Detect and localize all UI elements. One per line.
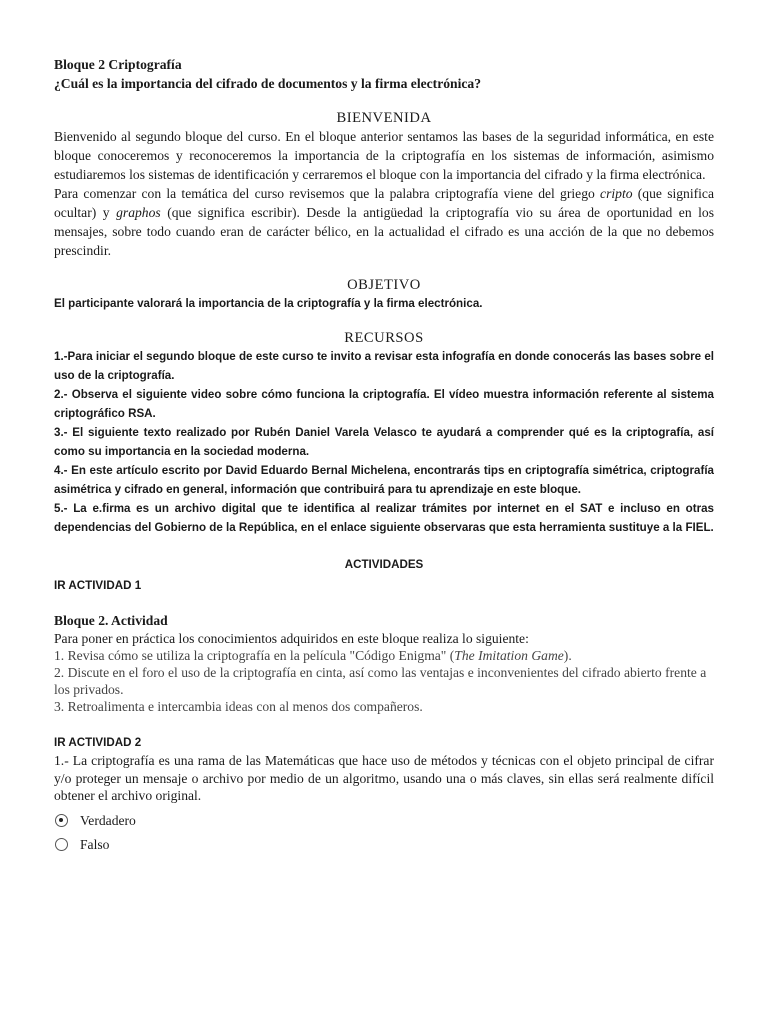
welcome-paragraph-2: Para comenzar con la temática del curso revisemos que la palabra criptografía viene del griego cripto (que significa ocultar) y graphos (que significa escribir). Desde la antigüedad la criptografía vio su área de oportunidad en los mensajes, sobre todo cuando eran de carácter bélico, en la actualidad el cifrado es una acción de la que no debemos prescindir. (54, 186, 715, 258)
resource-item-5[interactable]: 5.- La e.firma es un archivo digital que te identifica al realizar trámites por internet en el SAT e incluso en otras dependencias del Gobierno de la República, en el enlace siguiente observaras que esta herramienta sustituye a la FIEL. (54, 502, 714, 534)
welcome-title: BIENVENIDA (336, 110, 432, 126)
activity-2-link[interactable]: IR ACTIVIDAD 2 (54, 736, 142, 749)
activity-step-2: 2. Discute en el foro el uso de la criptografía en cinta, así como las ventajas e inconvenientes del cifrado abierto frente a los privados. (54, 665, 707, 697)
quiz-question: 1.- La criptografía es una rama de las Matemáticas que hace uso de métodos y técnicas con el objeto principal de cifrar y/o proteger un mensaje o archivo por medio de un algoritmo, usando una o más claves, sin ellas será realmente difícil obtener el archivo original. (54, 753, 714, 803)
activity-step-3: 3. Retroalimenta e intercambia ideas con al menos dos compañeros. (54, 699, 423, 714)
objective-text: El participante valorará la importancia de la criptografía y la firma electrónica. (54, 297, 483, 310)
activity-step-1: 1. Revisa cómo se utiliza la criptografía en la película "Código Enigma" (The Imitation Game). (54, 648, 572, 663)
activity-block-title: Bloque 2. Actividad (54, 613, 168, 628)
resources-title: RECURSOS (344, 330, 424, 346)
option-false-label: Falso (80, 837, 110, 852)
radio-unchecked-icon[interactable] (55, 838, 68, 851)
resource-item-1[interactable]: 1.-Para iniciar el segundo bloque de este curso te invito a revisar esta infografía en donde conocerás las bases sobre el uso de la criptografía. (54, 350, 714, 382)
document-page (54, 55, 714, 857)
resource-item-3[interactable]: 3.- El siguiente texto realizado por Rubén Daniel Varela Velasco te ayudará a comprender qué es la criptografía, así como su importancia en la sociedad moderna. (54, 426, 714, 458)
resource-item-4[interactable]: 4.- En este artículo escrito por David Eduardo Bernal Michelena, encontrarás tips en criptografía simétrica, criptografía asimétrica y cifrado en general, información que contribuirá para tu aprendizaje en este bloque. (54, 464, 714, 496)
block-question: ¿Cuál es la importancia del cifrado de documentos y la firma electrónica? (54, 76, 482, 91)
activity-intro: Para poner en práctica los conocimientos adquiridos en este bloque realiza lo siguiente: (54, 631, 529, 646)
objective-title: OBJETIVO (347, 277, 421, 293)
option-true-row[interactable] (54, 809, 714, 833)
welcome-paragraph-1: Bienvenido al segundo bloque del curso. En el bloque anterior sentamos las bases de la seguridad informática, en este bloque conoceremos y reconoceremos la importancia de la criptografía en los sistemas de información, asimismo estudiaremos los sistemas de identificación y cerraremos el bloque con la importancia del cifrado y la firma electrónica. (54, 129, 714, 182)
block-heading: Bloque 2 Criptografía (54, 57, 182, 72)
resource-item-2[interactable]: 2.- Observa el siguiente video sobre cómo funciona la criptografía. El vídeo muestra información referente al sistema criptográfico RSA. (54, 388, 714, 420)
option-true-label: Verdadero (80, 813, 136, 828)
activity-1-link[interactable]: IR ACTIVIDAD 1 (54, 579, 142, 592)
radio-checked-icon[interactable] (55, 814, 68, 827)
option-false-row[interactable] (54, 833, 714, 857)
activities-title: ACTIVIDADES (344, 558, 424, 571)
